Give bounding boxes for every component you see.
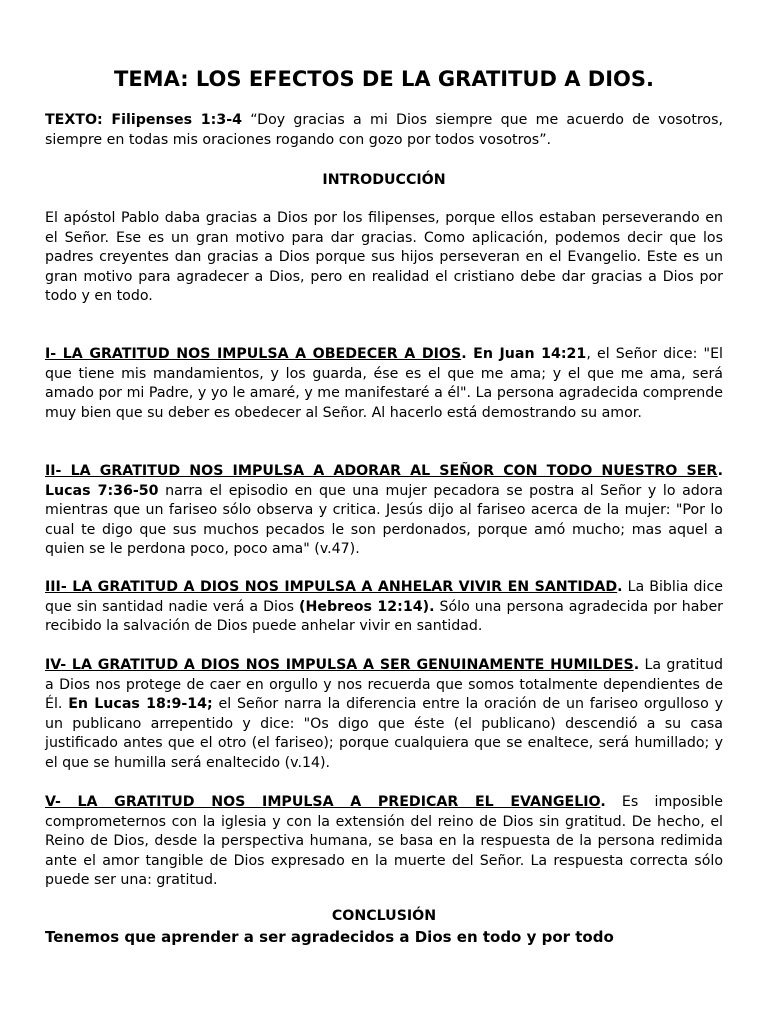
section-4-heading: IV- LA GRATITUD A DIOS NOS IMPULSA A SER GENUINAMENTE HUMILDES xyxy=(45,657,634,673)
section-2-punct: . xyxy=(717,463,723,479)
section-3-text: Sólo una persona agradecida por haber recibido la salvación de Dios puede anhelar vivir en santidad. xyxy=(45,598,723,634)
section-2-heading: II- LA GRATITUD NOS IMPULSA A ADORAR AL SEÑOR CON TODO NUESTRO SER xyxy=(45,463,718,479)
section-3-punct: . xyxy=(617,579,623,595)
section-3-text-before: La Biblia dice que sin santidad nadie verá a Dios xyxy=(45,579,723,615)
section-5 xyxy=(45,793,723,891)
section-3 xyxy=(45,578,723,637)
texto-label: TEXTO: Filipenses 1:3-4 xyxy=(45,112,242,128)
section-1-punct: . xyxy=(461,346,474,362)
section-4-punct: . xyxy=(633,657,640,673)
introduccion-body: El apóstol Pablo daba gracias a Dios por los filipenses, porque ellos estaban perseverando en el Señor. Ese es un gran motivo para dar gracias. Como aplicación, podemos decir que los padres creyentes dan gracias a Dios porque sus hijos perseveran en el Evangelio. Este es un gran motivo para agradecer a Dios, pero en realidad el cristiano debe dar gracias a Dios por todo y en todo. xyxy=(45,210,723,304)
texto-quote: “Doy gracias a mi Dios siempre que me acuerdo de vosotros, siempre en todas mis oraciones rogando con gozo por todos vosotros”. xyxy=(45,112,723,148)
section-2-text: narra el episodio en que una mujer pecadora se postra al Señor y lo adora mientras que un fariseo sólo observa y critica. Jesús dijo al fariseo acerca de la mujer: "Por lo cual te digo que sus muchos pecados le son perdonados, porque amó mucho; mas aquel a quien se le perdona poco, poco ama" (v.47). xyxy=(45,482,723,557)
section-2-ref: Lucas 7:36-50 xyxy=(45,482,159,499)
document-title: TEMA: LOS EFECTOS DE LA GRATITUD A DIOS. xyxy=(114,67,654,91)
section-4-text-before: La gratitud a Dios nos protege de caer en orgullo y nos recuerda que somos totalmente dependientes de Él. xyxy=(45,657,723,712)
section-4-text: el Señor narra la diferencia entre la oración de un fariseo orgulloso y un publicano arrepentido y dice: "Os digo que éste (el publicano) descendió a su casa justificado antes que el otro (el fariseo); porque cualquiera que se enaltece, será humillado; y el que se humilla será enaltecido (v.14). xyxy=(45,696,723,771)
section-5-punct: . xyxy=(600,794,606,810)
texto-paragraph xyxy=(45,111,723,150)
conclusion-body: Tenemos que aprender a ser agradecidos a Dios en todo y por todo xyxy=(45,928,614,946)
section-1-heading: I- LA GRATITUD NOS IMPULSA A OBEDECER A DIOS xyxy=(45,346,462,362)
section-3-heading: III- LA GRATITUD A DIOS NOS IMPULSA A ANHELAR VIVIR EN SANTIDAD xyxy=(45,579,618,595)
section-5-text: Es imposible comprometernos con la iglesia y con la extensión del reino de Dios sin gratitud. De hecho, el Reino de Dios, desde la perspectiva humana, se basa en la respuesta de la persona redimida ante el amor tangible de Dios expresado en la muerte del Señor. La respuesta correcta sólo puede ser una: gratitud. xyxy=(45,794,723,888)
section-3-ref: (Hebreos 12:14). xyxy=(299,598,435,615)
section-1-text: , el Señor dice: "El que tiene mis mandamientos, y los guarda, ése es el que me ama; y el que me ama, será amado por mi Padre, y yo le amaré, y me manifestaré a él". La persona agradecida comprende muy bien que su deber es obedecer al Señor. Al hacerlo está demostrando su amor. xyxy=(45,346,723,421)
section-1 xyxy=(45,345,723,423)
introduccion-heading: INTRODUCCIÓN xyxy=(322,172,446,188)
section-2 xyxy=(45,462,723,560)
section-1-ref: En Juan 14:21 xyxy=(473,346,587,362)
section-4 xyxy=(45,656,723,773)
conclusion-heading: CONCLUSIÓN xyxy=(331,908,437,924)
section-5-heading: V- LA GRATITUD NOS IMPULSA A PREDICAR EL EVANGELIO xyxy=(45,794,601,810)
section-4-ref: En Lucas 18:9-14; xyxy=(68,696,213,712)
